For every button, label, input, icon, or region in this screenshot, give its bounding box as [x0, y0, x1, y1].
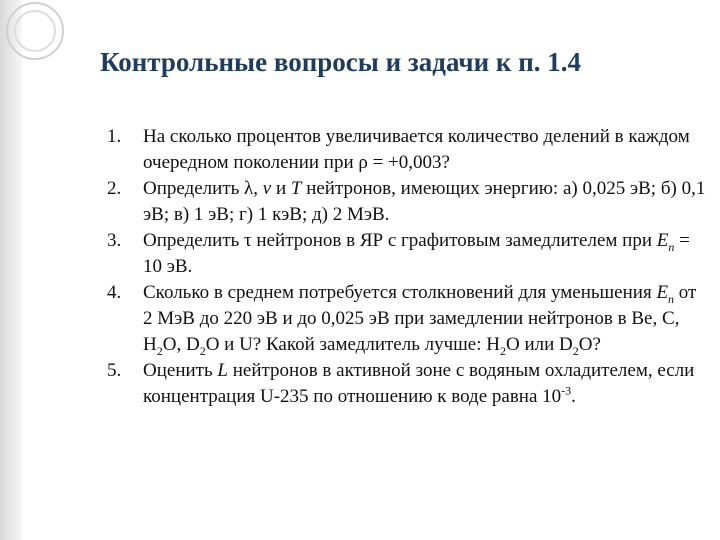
- item-text: [143, 358, 707, 410]
- text-run: нейтронов в активной зоне с водяным охладителем, если концентрация U-235 по отношению к воде равна 10: [143, 360, 695, 407]
- text-run: O или D: [505, 334, 573, 355]
- item-text: [143, 124, 707, 176]
- text-run: E: [656, 282, 669, 303]
- subscript: 2: [499, 343, 506, 358]
- item-number: 3.: [107, 230, 122, 251]
- text-run: v: [262, 178, 272, 199]
- subscript: 2: [572, 343, 579, 358]
- subscript: n: [668, 239, 675, 254]
- text-run: O, D: [162, 334, 200, 355]
- subscript: 2: [199, 343, 206, 358]
- text-run: от 2 МэВ до 220 эВ и до 0,025 эВ при замедлении нейтронов в Be, C, H: [143, 282, 697, 355]
- text-run: = 10 эВ.: [143, 230, 690, 277]
- superscript: -3: [561, 383, 572, 398]
- text-run: Сколько в среднем потребуется столкновений для уменьшения: [143, 282, 657, 303]
- slide-title: Контрольные вопросы и задачи к п. 1.4: [100, 47, 582, 77]
- decorative-inner-ring: [14, 10, 56, 52]
- list-item: [107, 228, 707, 280]
- subscript: 2: [156, 343, 163, 358]
- text-run: и: [271, 178, 291, 199]
- text-run: нейтронов, имеющих энергию: а) 0,025 эВ; б) 0,1 эВ; в) 1 эВ; г) 1 кэВ; д) 2 МэВ.: [143, 178, 706, 225]
- question-list: [107, 124, 707, 410]
- text-run: Оценить: [143, 360, 218, 381]
- list-item: [107, 280, 707, 358]
- text-run: Определить λ,: [143, 178, 263, 199]
- item-number: 5.: [107, 360, 122, 381]
- text-run: На сколько процентов увеличивается количество делений в каждом очередном поколении при ρ = +0,003?: [143, 126, 690, 173]
- text-run: L: [217, 360, 228, 381]
- subscript: n: [668, 291, 675, 306]
- text-run: Определить τ нейтронов в ЯР с графитовым замедлителем при: [143, 230, 657, 251]
- text-run: T: [290, 178, 302, 199]
- list-item: [107, 358, 707, 410]
- item-number: 4.: [107, 282, 122, 303]
- item-text: [143, 176, 707, 228]
- item-text: [143, 280, 707, 358]
- text-run: .: [571, 386, 576, 407]
- item-number: 2.: [107, 178, 122, 199]
- item-number: 1.: [107, 126, 122, 147]
- text-run: O?: [578, 334, 601, 355]
- item-text: [143, 228, 707, 280]
- decorative-side-stripe: [0, 0, 22, 540]
- text-run: E: [656, 230, 669, 251]
- list-item: [107, 176, 707, 228]
- text-run: O и U? Какой замедлитель лучше: H: [205, 334, 500, 355]
- list-item: [107, 124, 707, 176]
